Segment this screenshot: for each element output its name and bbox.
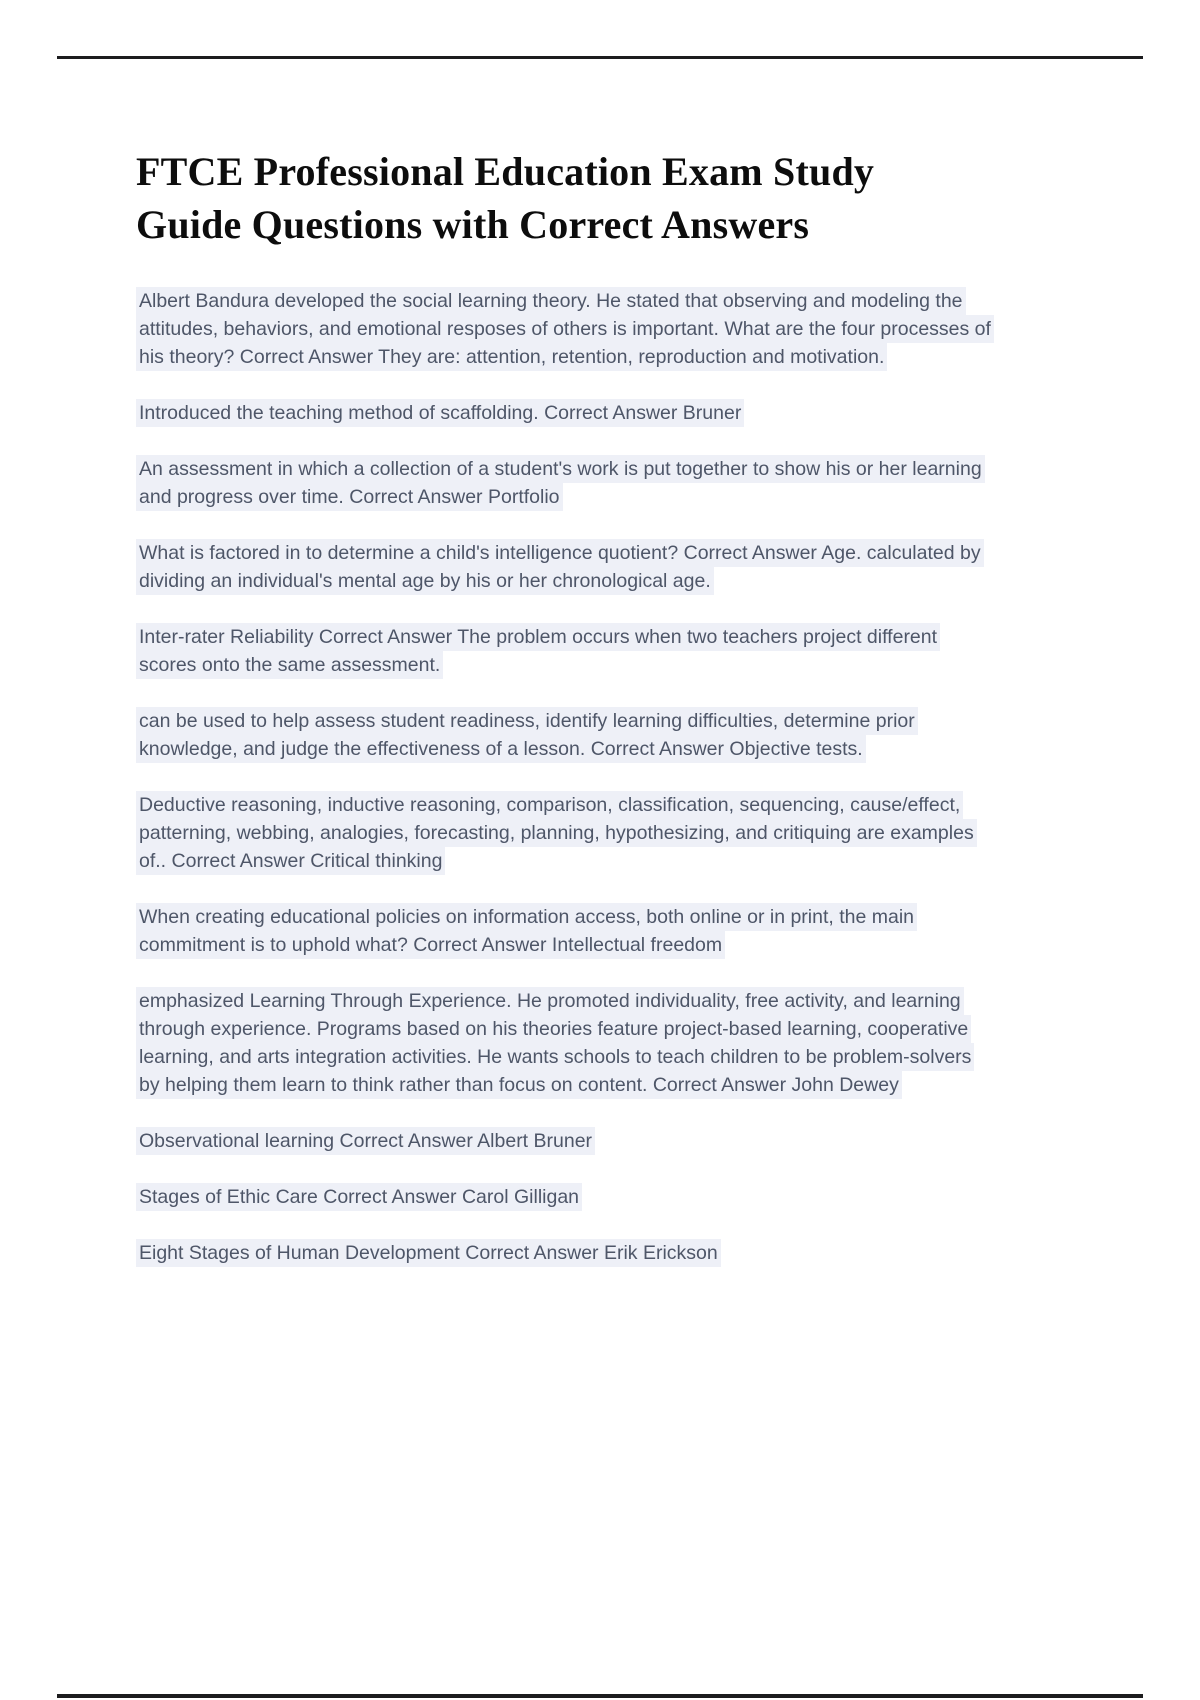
qa-paragraph-scaffolding: Introduced the teaching method of scaffolding. Correct Answer Bruner [136, 399, 994, 427]
qa-paragraph-critical-thinking: Deductive reasoning, inductive reasoning, comparison, classification, sequencing, cause/effect, patterning, webbing, analogies, forecasting, planning, hypothesizing, and critiquing are examples of.. Correct Answer Critical thinking [136, 791, 994, 875]
qa-paragraph-intellectual-freedom: When creating educational policies on information access, both online or in print, the main commitment is to uphold what? Correct Answer Intellectual freedom [136, 903, 994, 959]
qa-paragraph-observational-learning: Observational learning Correct Answer Albert Bruner [136, 1127, 994, 1155]
qa-paragraph-eight-stages: Eight Stages of Human Development Correct Answer Erik Erickson [136, 1239, 994, 1267]
qa-paragraph-dewey: emphasized Learning Through Experience. He promoted individuality, free activity, and learning through experience. Programs based on his theories feature project-based learning, cooperative learning, and arts integration activities. He wants schools to teach children to be problem-solvers by helping them learn to think rather than focus on content. Correct Answer John Dewey [136, 987, 994, 1099]
qa-paragraph-portfolio: An assessment in which a collection of a student's work is put together to show his or her learning and progress over time. Correct Answer Portfolio [136, 455, 994, 511]
qa-paragraph-objective-tests: can be used to help assess student readiness, identify learning difficulties, determine prior knowledge, and judge the effectiveness of a lesson. Correct Answer Objective tests. [136, 707, 994, 763]
page-title-line-1: FTCE Professional Education Exam Study [136, 149, 875, 194]
qa-paragraph-bandura: Albert Bandura developed the social learning theory. He stated that observing and modeling the attitudes, behaviors, and emotional resposes of others is important. What are the four processes of his theory? Correct Answer They are: attention, retention, reproduction and motivation. [136, 287, 994, 371]
page-title [136, 145, 994, 251]
page-title-line-2: Guide Questions with Correct Answers [136, 202, 810, 247]
bottom-page-rule [57, 1694, 1143, 1698]
qa-paragraph-iq: What is factored in to determine a child's intelligence quotient? Correct Answer Age. calculated by dividing an individual's mental age by his or her chronological age. [136, 539, 994, 595]
top-page-rule [57, 56, 1143, 59]
qa-paragraph-inter-rater: Inter-rater Reliability Correct Answer The problem occurs when two teachers project different scores onto the same assessment. [136, 623, 994, 679]
document-content [136, 145, 994, 1295]
qa-paragraph-ethic-care: Stages of Ethic Care Correct Answer Carol Gilligan [136, 1183, 994, 1211]
